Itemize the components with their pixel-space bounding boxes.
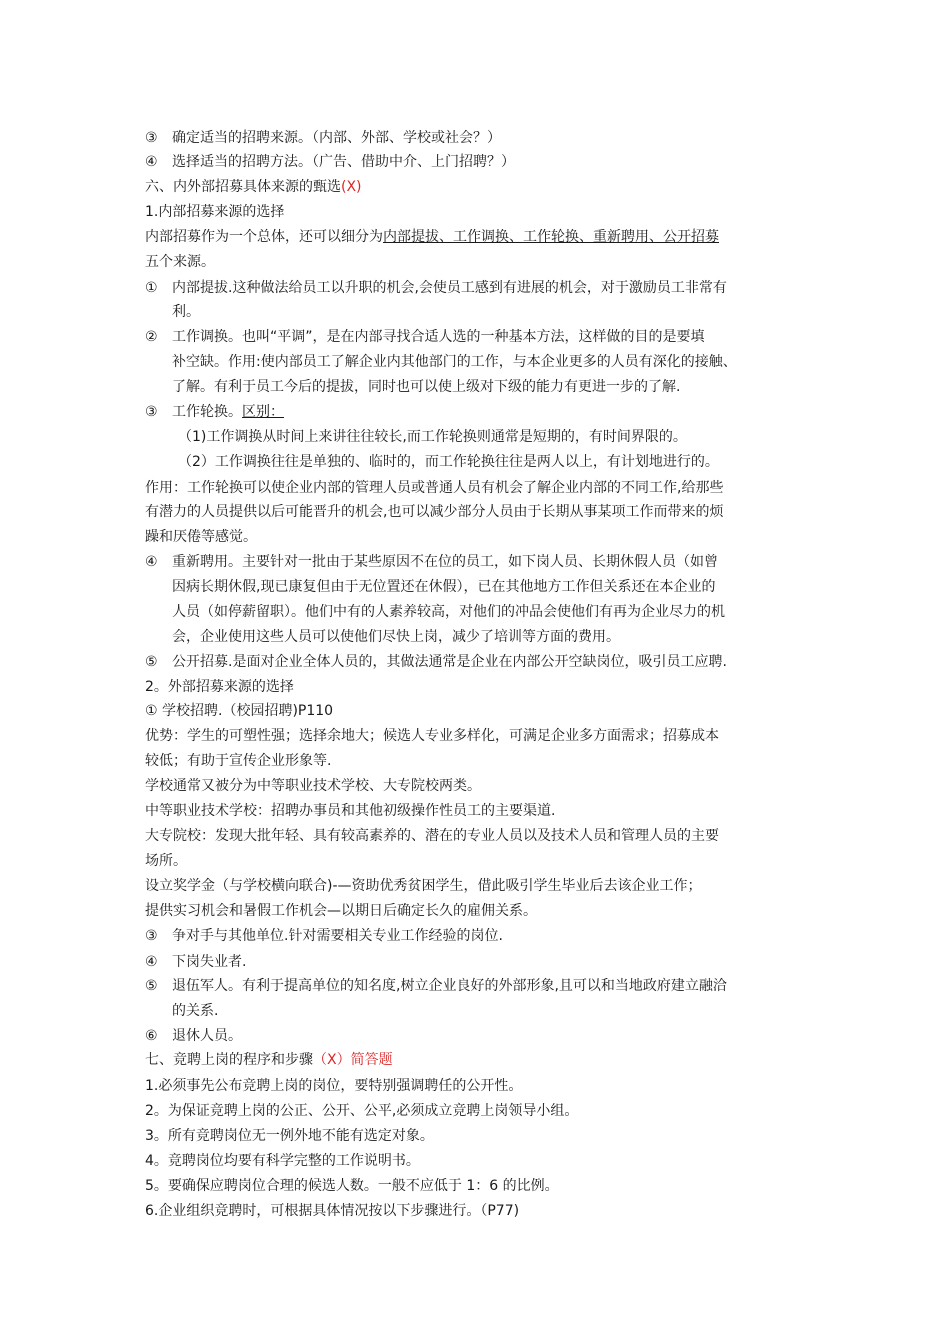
- text-line: [145, 774, 481, 798]
- text-line: [145, 200, 284, 224]
- continuation-text: 人员（如停薪留职）。他们中有的人素养较高，对他们的冲品会使他们有再为企业尽力的机: [172, 604, 725, 620]
- line-text: 躁和厌倦等感觉。: [145, 529, 257, 545]
- line-text: 作用：工作轮换可以使企业内部的管理人员或普通人员有机会了解企业内部的不同工作,给那些: [145, 480, 724, 496]
- text-line: [145, 1199, 519, 1223]
- continuation-text: 利。: [172, 304, 200, 320]
- line-text: 3。所有竞聘岗位无一例外地不能有选定对象。: [145, 1128, 434, 1144]
- line-text: 大专院校：发现大批年轻、具有较高素养的、潜在的专业人员以及技术人员和管理人员的主要: [145, 828, 719, 844]
- line-text: 6.企业组织竞聘时，可根据具体情况按以下步骤进行。（P77): [145, 1203, 520, 1219]
- line-text: ① 学校招聘.（校园招聘)P110: [145, 703, 334, 719]
- continuation-text: 因病长期休假,现已康复但由于无位置还在休假），已在其他地方工作但关系还在本企业的: [172, 579, 716, 595]
- text-line: [145, 675, 294, 699]
- line-text: 选择适当的招聘方法。（广告、借助中介、上门招聘？）: [172, 154, 515, 170]
- text-line: [145, 175, 362, 199]
- text-line: [145, 849, 187, 873]
- text-line: [145, 325, 705, 349]
- line-text: 较低；有助于宣传企业形象等.: [145, 753, 332, 769]
- list-marker: ④: [145, 954, 158, 970]
- text-line: [145, 500, 723, 524]
- text-line: [145, 525, 257, 549]
- line-text: 重新聘用。主要针对一批由于某些原因不在位的员工，如下岗人员、长期休假人员（如曾: [172, 554, 718, 570]
- list-marker: ③: [145, 130, 158, 146]
- line-text: 内部提拔.这种做法给员工以升职的机会,会使员工感到有进展的机会，对于激励员工非常有: [172, 280, 727, 296]
- text-line: [145, 400, 284, 424]
- text-line: [172, 625, 620, 649]
- line-text: 内部招募作为一个总体，还可以细分为: [145, 229, 383, 245]
- line-text: 争对手与其他单位.针对需要相关专业工作经验的岗位.: [172, 928, 503, 944]
- text-line: [145, 1174, 559, 1198]
- line-text: 有潜力的人员提供以后可能晋升的机会,也可以减少部分人员由于长期从事某项工作而带来的烦: [145, 504, 724, 520]
- line-text: 学校通常又被分为中等职业技术学校、大专院校两类。: [145, 778, 481, 794]
- list-marker: ①: [145, 280, 158, 296]
- line-text: 中等职业技术学校：招聘办事员和其他初级操作性员工的主要渠道.: [145, 803, 556, 819]
- line-text: 2。为保证竞聘上岗的公正、公开、公平,必须成立竞聘上岗领导小组。: [145, 1103, 579, 1119]
- text-line: [145, 650, 727, 674]
- text-line: [145, 1124, 434, 1148]
- line-text: 六、内外部招募具体来源的甄选: [145, 179, 341, 195]
- text-line: [172, 350, 737, 374]
- text-line: [172, 375, 680, 399]
- line-text: 4。竞聘岗位均要有科学完整的工作说明书。: [145, 1153, 420, 1169]
- text-line: [145, 476, 723, 500]
- list-marker: ⑤: [145, 654, 158, 670]
- line-text: 2。外部招募来源的选择: [145, 679, 294, 695]
- line-text: 提供实习机会和暑假工作机会—以期日后确定长久的雇佣关系。: [145, 903, 537, 919]
- underlined-text: 区别：: [242, 404, 284, 420]
- line-text: 优势：学生的可塑性强；选择余地大；候选人专业多样化，可满足企业多方面需求；招募成本: [145, 728, 719, 744]
- list-marker: ③: [145, 404, 158, 420]
- line-text: 设立奖学金（与学校横向联合)-—资助优秀贫困学生，借此吸引学生毕业后去该企业工作；: [145, 878, 702, 894]
- line-text: 1.必须事先公布竞聘上岗的岗位，要特别强调聘任的公开性。: [145, 1078, 523, 1094]
- text-line: [145, 550, 718, 574]
- line-text: 退休人员。: [172, 1028, 242, 1044]
- underlined-text: 内部提拔、工作调换、工作轮换、重新聘用、公开招募: [383, 229, 719, 245]
- text-line: [172, 600, 725, 624]
- text-line: [145, 924, 503, 948]
- text-line: [145, 950, 246, 974]
- list-marker: ⑥: [145, 1028, 158, 1044]
- text-line: [145, 276, 727, 300]
- line-text: 下岗失业者.: [172, 954, 247, 970]
- indented-text: （1)工作调换从时间上来讲往往较长,而工作轮换则通常是短期的，有时间界限的。: [178, 429, 687, 445]
- text-line: [145, 1048, 393, 1072]
- continuation-text: 补空缺。作用:使内部员工了解企业内其他部门的工作，与本企业更多的人员有深化的接触、: [172, 354, 737, 370]
- text-line: [178, 425, 687, 449]
- text-line: [172, 575, 715, 599]
- line-text: 工作轮换。: [172, 404, 242, 420]
- text-line: [145, 126, 501, 150]
- line-text: 五个来源。: [145, 254, 215, 270]
- text-line: [145, 150, 515, 174]
- text-line: [145, 225, 719, 249]
- list-marker: ②: [145, 329, 158, 345]
- text-line: [145, 1024, 242, 1048]
- line-text: 七、竞聘上岗的程序和步骤: [145, 1052, 313, 1068]
- text-line: [145, 974, 727, 998]
- text-line: [178, 450, 719, 474]
- indented-text: （2）工作调换往往是单独的、临时的，而工作轮换往往是两人以上，有计划地进行的。: [178, 454, 719, 470]
- text-line: [145, 749, 331, 773]
- text-line: [145, 1149, 420, 1173]
- text-line: [145, 724, 719, 748]
- line-text: 退伍军人。有利于提高单位的知名度,树立企业良好的外部形象,且可以和当地政府建立融洽: [172, 978, 727, 994]
- continuation-text: 会，企业使用这些人员可以使他们尽快上岗，减少了培训等方面的费用。: [172, 629, 620, 645]
- list-marker: ④: [145, 154, 158, 170]
- list-marker: ③: [145, 928, 158, 944]
- line-text: 确定适当的招聘来源。（内部、外部、学校或社会？）: [172, 130, 501, 146]
- list-marker: ⑤: [145, 978, 158, 994]
- text-line: [145, 874, 702, 898]
- text-line: [145, 699, 333, 723]
- text-line: [172, 300, 200, 324]
- text-line: [145, 824, 719, 848]
- line-text: 工作调换。也叫“平调”，是在内部寻找合适人选的一种基本方法，这样做的目的是要填: [172, 329, 705, 345]
- text-line: [145, 799, 555, 823]
- text-line: [172, 999, 218, 1023]
- line-text: 公开招募.是面对企业全体人员的，其做法通常是企业在内部公开空缺岗位，吸引员工应聘.: [172, 654, 727, 670]
- red-mark: （X）简答题: [313, 1052, 393, 1068]
- red-mark: (X): [341, 179, 362, 195]
- continuation-text: 了解。有利于员工今后的提拔，同时也可以使上级对下级的能力有更进一步的了解.: [172, 379, 681, 395]
- line-text: 5。要确保应聘岗位合理的候选人数。一般不应低于 1：6 的比例。: [145, 1178, 559, 1194]
- text-line: [145, 1099, 578, 1123]
- list-marker: ④: [145, 554, 158, 570]
- text-line: [145, 1074, 522, 1098]
- line-text: 场所。: [145, 853, 187, 869]
- text-line: [145, 250, 215, 274]
- text-line: [145, 899, 537, 923]
- line-text: 1.内部招募来源的选择: [145, 204, 285, 220]
- continuation-text: 的关系.: [172, 1003, 219, 1019]
